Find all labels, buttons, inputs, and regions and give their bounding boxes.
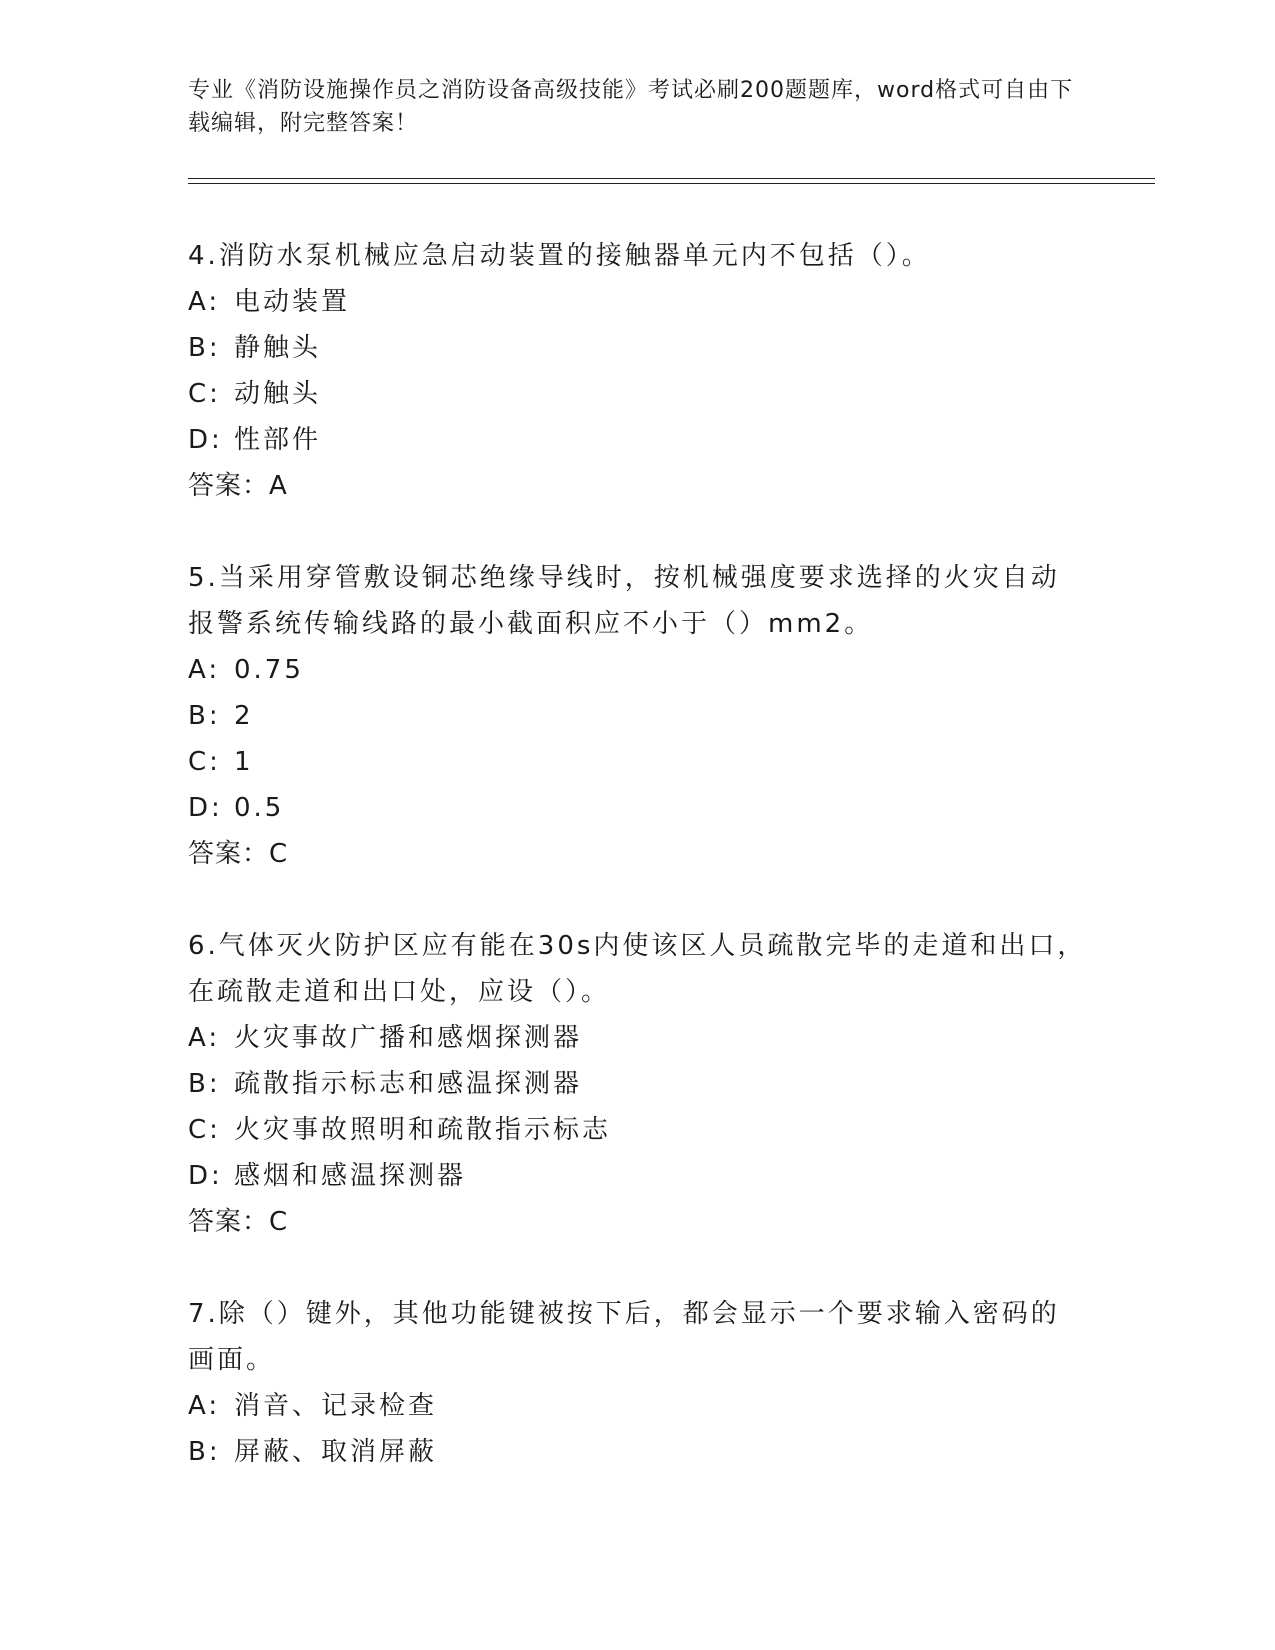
option-letter: B: bbox=[188, 1069, 221, 1099]
question-list bbox=[188, 233, 1088, 1521]
option-b bbox=[188, 693, 1088, 739]
answer-label: 答案：A bbox=[188, 471, 288, 501]
option-text: 静触头 bbox=[234, 333, 322, 363]
question-stem: 4.消防水泵机械应急启动装置的接触器单元内不包括（）。 bbox=[188, 241, 931, 271]
option-d bbox=[188, 1153, 1088, 1199]
question-stem: 7.除（）键外，其他功能键被按下后，都会显示一个要求输入密码的画面。 bbox=[188, 1299, 1060, 1375]
option-letter: C: bbox=[188, 1115, 221, 1145]
option-b bbox=[188, 1429, 1088, 1475]
option-a bbox=[188, 1383, 1088, 1429]
option-c bbox=[188, 739, 1088, 785]
question-7 bbox=[188, 1291, 1088, 1475]
document-header: 专业《消防设施操作员之消防设备高级技能》考试必刷200题题库，word格式可自由下载编辑，附完整答案！ bbox=[188, 78, 1074, 136]
option-text: 火灾事故广播和感烟探测器 bbox=[234, 1023, 583, 1053]
question-stem: 5.当采用穿管敷设铜芯绝缘导线时，按机械强度要求选择的火灾自动报警系统传输线路的最小截面积应不小于（）mm2。 bbox=[188, 563, 1060, 639]
option-a bbox=[188, 1015, 1088, 1061]
question-stem: 6.气体灭火防护区应有能在30s内使该区人员疏散完毕的走道和出口，在疏散走道和出口处，应设（）。 bbox=[188, 931, 1087, 1007]
option-d bbox=[188, 417, 1088, 463]
option-letter: B: bbox=[188, 1437, 221, 1467]
option-a bbox=[188, 279, 1088, 325]
option-text: 消音、记录检查 bbox=[234, 1391, 438, 1421]
option-letter: D: bbox=[188, 793, 223, 823]
option-letter: C: bbox=[188, 379, 221, 409]
option-letter: A: bbox=[188, 1391, 221, 1421]
question-5 bbox=[188, 555, 1088, 877]
option-text: 0.75 bbox=[234, 655, 304, 685]
option-letter: B: bbox=[188, 333, 221, 363]
option-text: 电动装置 bbox=[234, 287, 351, 317]
option-letter: A: bbox=[188, 1023, 221, 1053]
option-a bbox=[188, 647, 1088, 693]
option-text: 疏散指示标志和感温探测器 bbox=[234, 1069, 583, 1099]
option-text: 感烟和感温探测器 bbox=[234, 1161, 467, 1191]
option-text: 0.5 bbox=[234, 793, 285, 823]
option-letter: D: bbox=[188, 1161, 223, 1191]
option-letter: D: bbox=[188, 425, 223, 455]
option-letter: A: bbox=[188, 287, 221, 317]
option-b bbox=[188, 1061, 1088, 1107]
option-text: 屏蔽、取消屏蔽 bbox=[234, 1437, 438, 1467]
answer-label: 答案：C bbox=[188, 1207, 289, 1237]
option-c bbox=[188, 371, 1088, 417]
question-4 bbox=[188, 233, 1088, 509]
option-text: 火灾事故照明和疏散指示标志 bbox=[234, 1115, 612, 1145]
option-letter: A: bbox=[188, 655, 221, 685]
option-c bbox=[188, 1107, 1088, 1153]
option-text: 2 bbox=[234, 701, 254, 731]
question-6 bbox=[188, 923, 1088, 1245]
option-b bbox=[188, 325, 1088, 371]
answer-label: 答案：C bbox=[188, 839, 289, 869]
option-text: 1 bbox=[234, 747, 254, 777]
header-divider-top bbox=[188, 178, 1155, 179]
option-text: 动触头 bbox=[234, 379, 322, 409]
header-divider-bottom bbox=[188, 183, 1155, 184]
option-d bbox=[188, 785, 1088, 831]
option-letter: C: bbox=[188, 747, 221, 777]
option-letter: B: bbox=[188, 701, 221, 731]
option-text: 性部件 bbox=[234, 425, 322, 455]
